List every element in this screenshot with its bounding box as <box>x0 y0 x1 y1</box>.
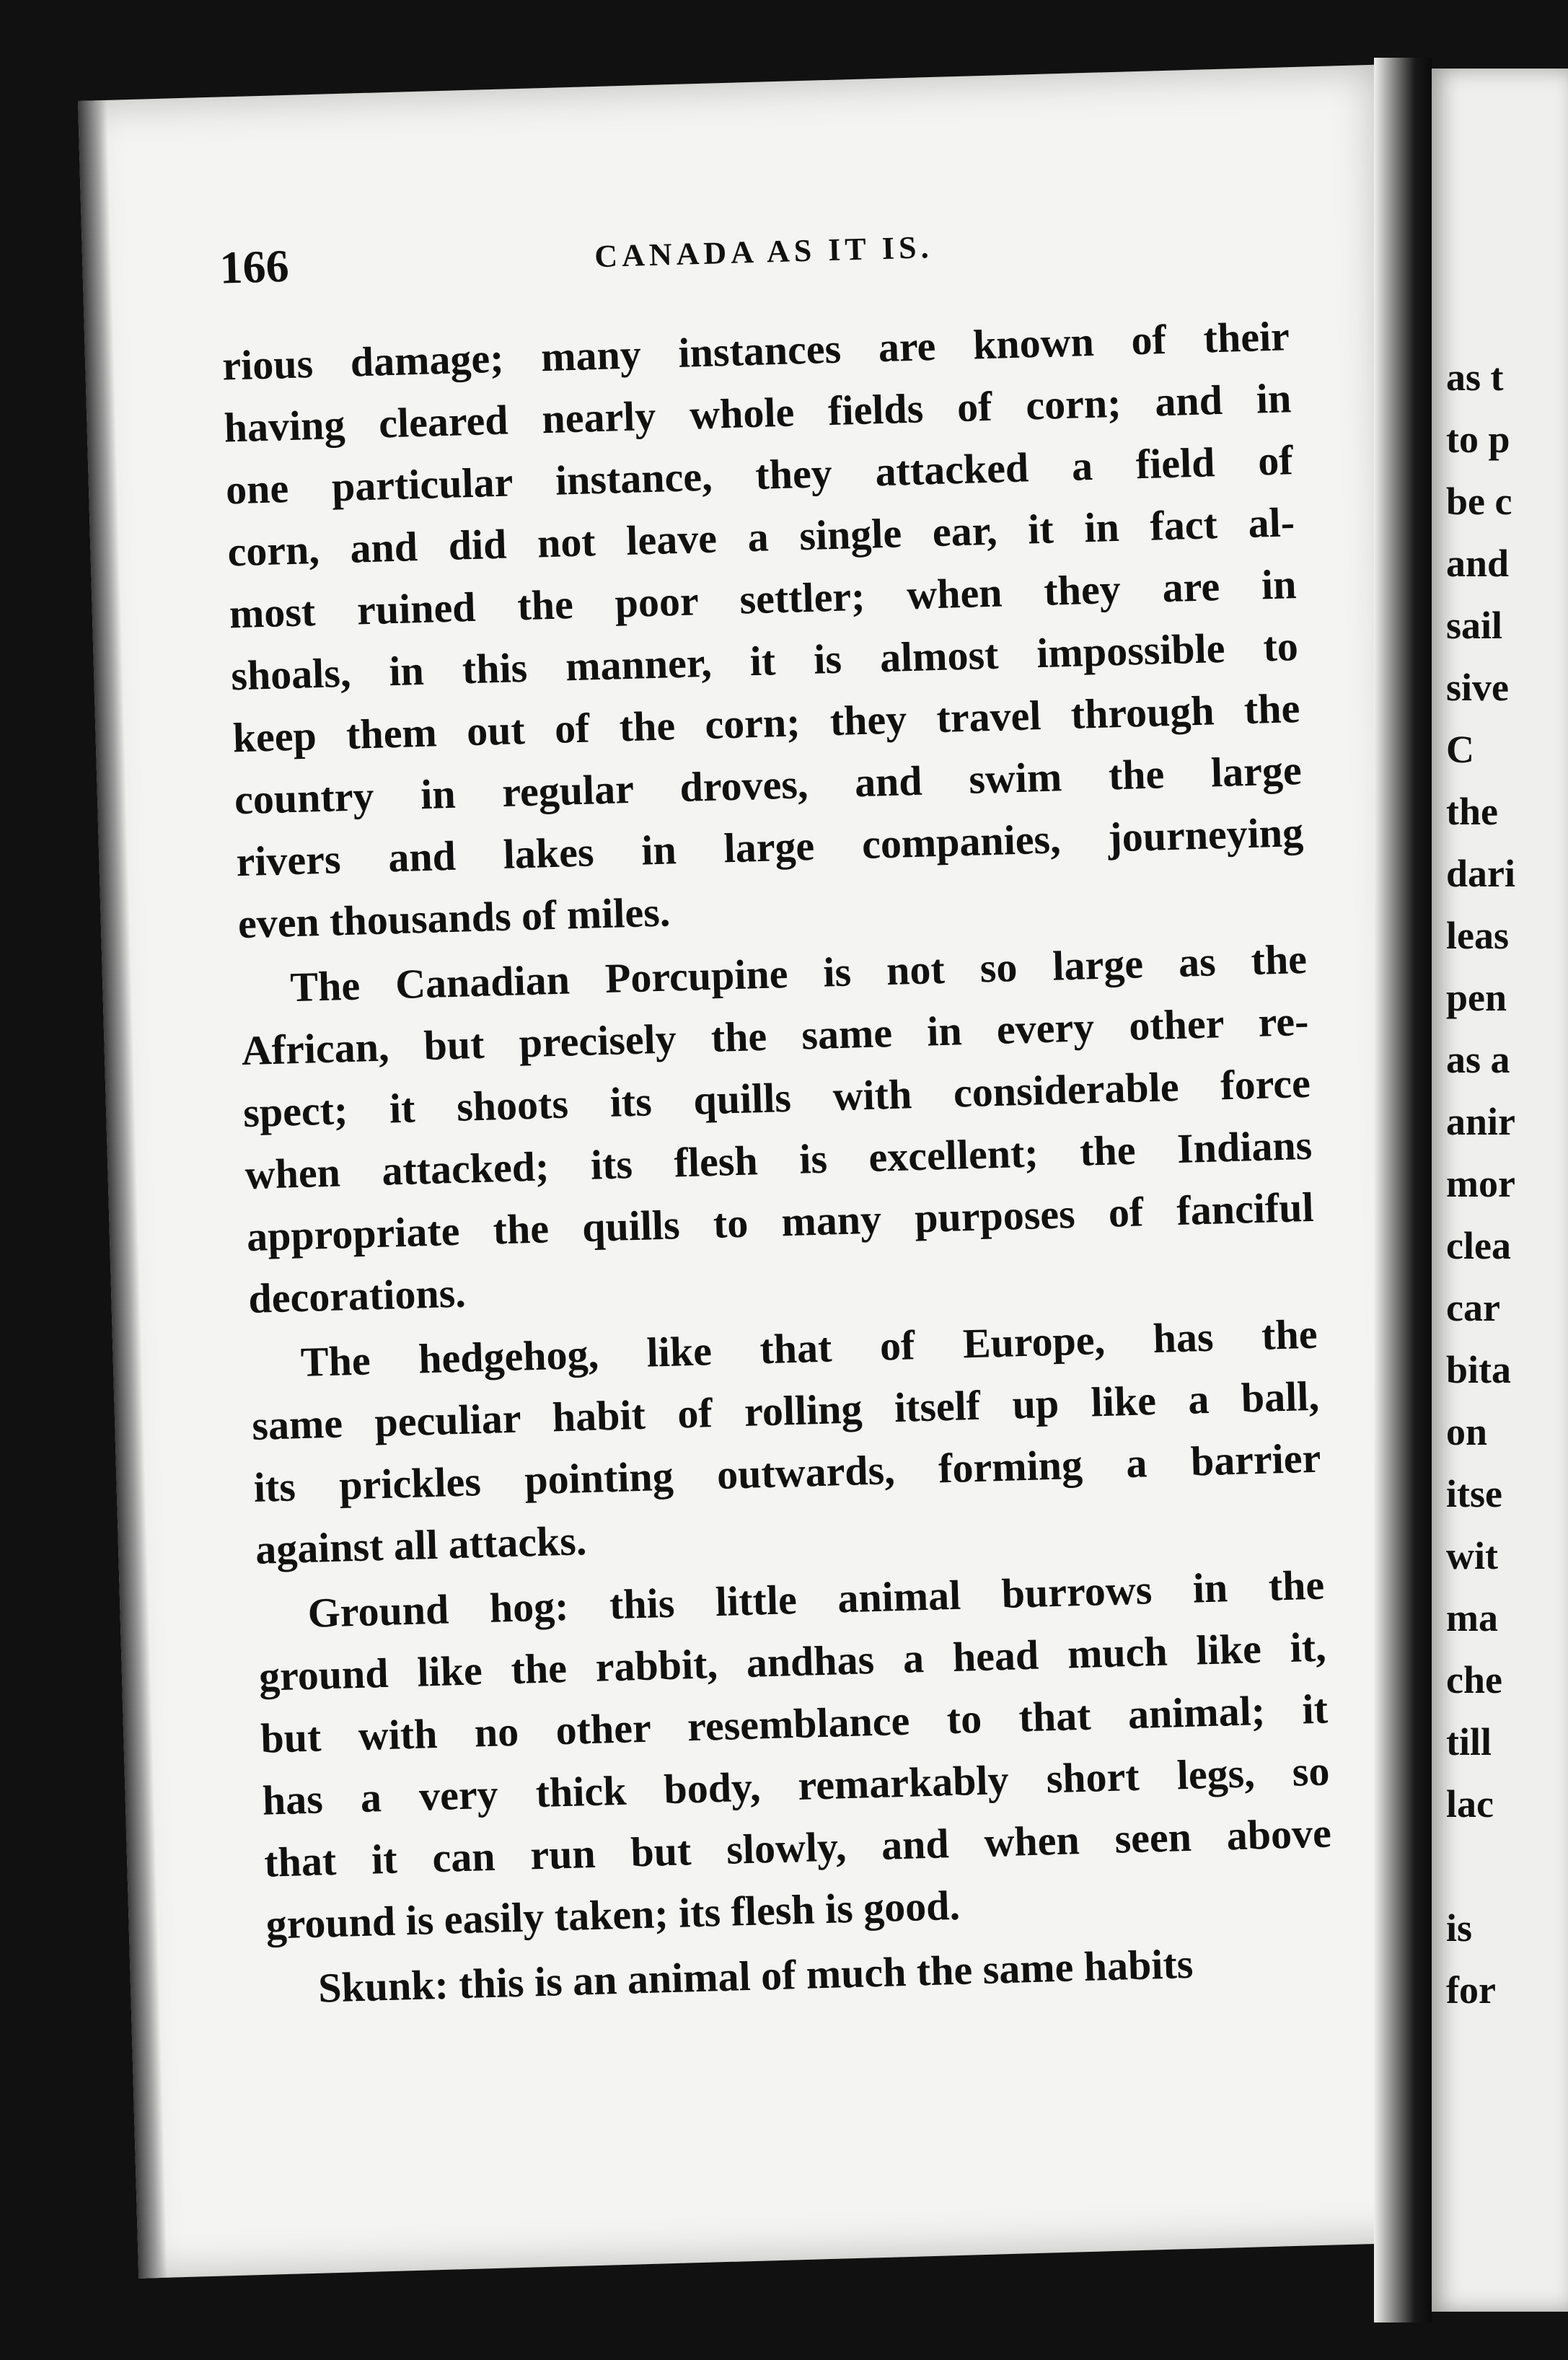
fragment-line: sive <box>1446 666 1509 709</box>
text-line: spect; it shoots its quills with considerable force <box>242 1059 1311 1137</box>
text-line: most ruined the poor settler; when they are in <box>229 560 1298 638</box>
text-line: African, but precisely the same in every other re- <box>240 997 1310 1075</box>
text-line: same peculiar habit of rolling itself up like a ball, <box>251 1372 1320 1449</box>
text-line: its prickles pointing outwards, forming a barrier <box>252 1434 1322 1511</box>
fragment-line <box>1446 1835 1515 1897</box>
text-line: The Canadian Porcupine is not so large as the <box>289 935 1308 1011</box>
text-line: country in regular droves, and swim the large <box>234 747 1303 824</box>
fragment-line: lac <box>1446 1782 1494 1826</box>
fragment-line: wit <box>1446 1534 1498 1577</box>
fragment-line: C <box>1446 728 1474 771</box>
fragment-line: sail <box>1446 604 1503 647</box>
fragment-line: ma <box>1446 1596 1498 1639</box>
fragment-line: is <box>1446 1906 1473 1950</box>
fragment-line: anir <box>1446 1100 1516 1143</box>
fragment-line: pen <box>1446 976 1507 1019</box>
text-line: but with no other resemblance to that animal; it <box>260 1685 1329 1762</box>
book-gutter <box>1374 58 1432 2322</box>
fragment-line: bita <box>1446 1348 1512 1391</box>
text-line: ground is easily taken; its flesh is good. <box>265 1881 961 1948</box>
fragment-line: as t <box>1446 356 1504 399</box>
fragment-line: on <box>1446 1410 1488 1453</box>
text-line: has a very thick body, remarkably short legs, so <box>261 1747 1331 1824</box>
fragment-line: mor <box>1446 1162 1515 1205</box>
body-text <box>221 305 1336 2020</box>
fragment-line: car <box>1446 1286 1500 1329</box>
text-line: when attacked; its flesh is excellent; the Indians <box>244 1121 1313 1199</box>
text-line: one particular instance, they attacked a field of <box>225 436 1294 514</box>
fragment-line: the <box>1446 790 1498 833</box>
text-line: keep them out of the corn; they travel through the <box>232 684 1301 762</box>
fragment-line: till <box>1446 1720 1492 1764</box>
fragment-line: clea <box>1446 1224 1511 1267</box>
fragment-line: be c <box>1446 480 1512 523</box>
text-line: appropriate the quills to many purposes of fanciful <box>246 1183 1315 1261</box>
running-title: CANADA AS IT IS. <box>594 229 934 275</box>
text-line: against all attacks. <box>255 1517 588 1573</box>
fragment-line: to p <box>1446 418 1510 461</box>
facing-page-text <box>1446 346 1515 2021</box>
fragment-line: che <box>1446 1658 1502 1701</box>
text-line: rious damage; many instances are known of their <box>221 312 1290 389</box>
text-line: corn, and did not leave a single ear, it in fact al- <box>226 498 1295 576</box>
running-head <box>219 211 1303 307</box>
text-line: rivers and lakes in large companies, journeying <box>235 808 1304 886</box>
fragment-line: and <box>1446 542 1510 585</box>
fragment-line: dari <box>1446 852 1516 895</box>
page-edge-shadow <box>78 100 167 2278</box>
fragment-line: for <box>1446 1968 1496 2012</box>
text-line: The hedgehog, like that of Europe, has the <box>300 1310 1318 1386</box>
text-line: ground like the rabbit, andhas a head much like it, <box>258 1623 1327 1700</box>
fragment-line: itse <box>1446 1472 1502 1515</box>
facing-page <box>1432 69 1568 2312</box>
text-line: Skunk: this is an animal of much the same habits <box>317 1939 1194 2012</box>
fragment-line: leas <box>1446 914 1509 957</box>
text-line: decorations. <box>247 1269 467 1323</box>
fragment-line: as a <box>1446 1038 1510 1081</box>
text-line: even thousands of miles. <box>237 888 671 948</box>
text-line: having cleared nearly whole fields of corn; and in <box>223 374 1292 452</box>
text-line: Ground hog: this little animal burrows in the <box>307 1561 1326 1637</box>
text-line: that it can run but slowly, and when seen above <box>263 1809 1332 1886</box>
text-line: shoals, in this manner, it is almost impossible to <box>230 622 1299 700</box>
page-number: 166 <box>219 239 290 294</box>
left-page <box>78 65 1437 2278</box>
